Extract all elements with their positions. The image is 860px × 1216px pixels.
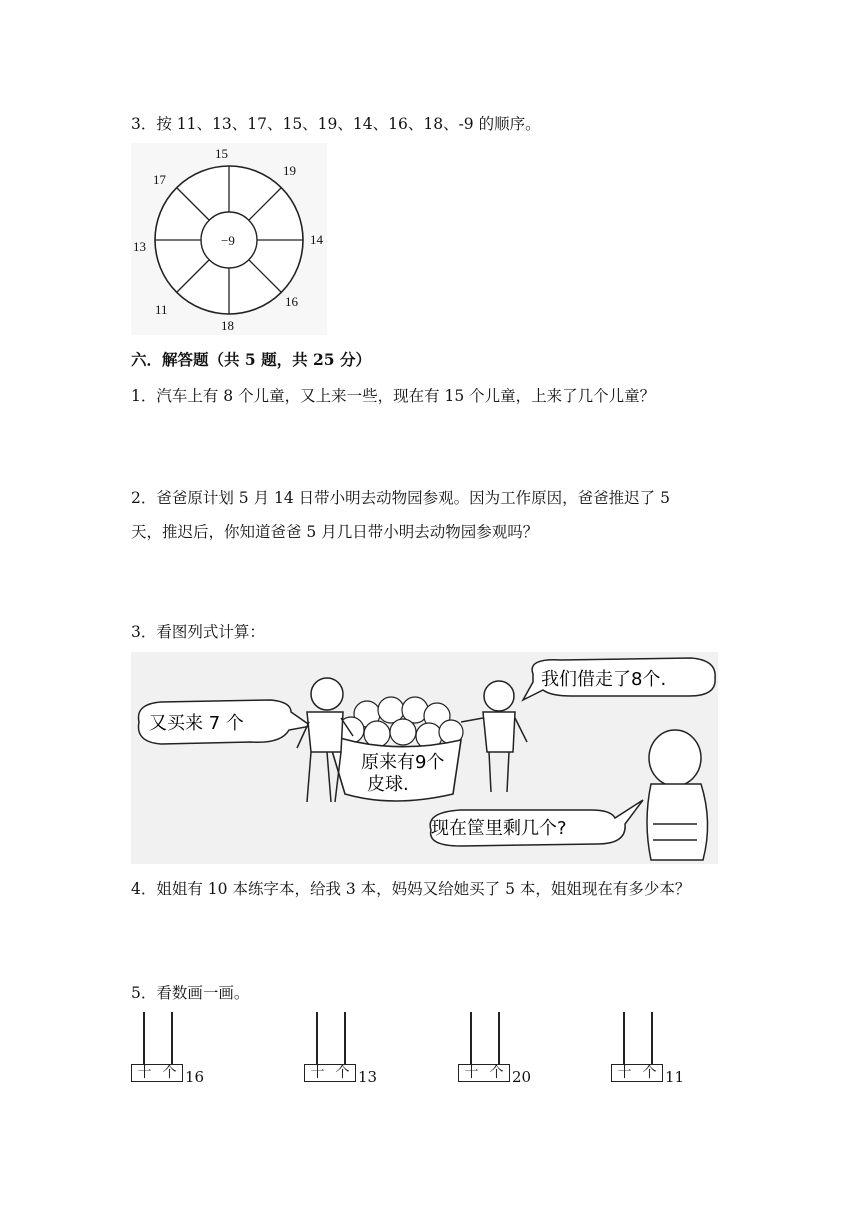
question-3-title: 3．按 11、13、17、15、19、14、16、18、-9 的顺序。 [131, 115, 541, 133]
wheel-label: 14 [310, 232, 323, 247]
wheel-label: 17 [153, 172, 166, 187]
abacus-number: 20 [512, 1068, 532, 1086]
section-6-title: 六．解答题（共 5 题，共 25 分） [131, 350, 371, 369]
wheel-label: 11 [155, 302, 168, 317]
abacus-base: 十 个 [611, 1064, 663, 1082]
abacus-base: 十 个 [458, 1064, 510, 1082]
bubble-bottom-text: 现在筐里剩几个? [431, 818, 567, 839]
wheel-label: 15 [215, 146, 228, 161]
problem-1: 1．汽车上有 8 个儿童，又上来一些，现在有 15 个儿童，上来了几个儿童？ [131, 387, 656, 405]
abacus-item [304, 1012, 394, 1092]
problem-2-line-2: 天，推迟后，你知道爸爸 5 月几日带小明去动物园参观吗？ [131, 523, 539, 541]
abacus-number: 13 [358, 1068, 378, 1086]
abacus-number: 11 [665, 1068, 685, 1086]
problem-5: 5．看数画一画。 [131, 984, 250, 1002]
abacus-item [131, 1012, 221, 1092]
bubble-left-text: 又买来 7 个 [149, 713, 244, 734]
abacus-item [611, 1012, 701, 1092]
abacus-number: 16 [185, 1068, 205, 1086]
problem-2-line-1: 2．爸爸原计划 5 月 14 日带小明去动物园参观。因为工作原因，爸爸推迟了 5 [131, 489, 670, 507]
wheel-center-label: −9 [221, 233, 235, 248]
problem-3: 3．看图列式计算： [131, 623, 265, 641]
bubble-right-text: 我们借走了8个. [541, 669, 667, 690]
basket-text: 原来有9个 [361, 752, 445, 773]
boy-right-figure [647, 730, 708, 860]
wheel-label: 16 [285, 294, 298, 309]
basket-text-2: 皮球. [367, 774, 409, 795]
number-wheel-diagram [131, 143, 327, 335]
abacus-base: 十 个 [304, 1064, 356, 1082]
abacus-base: 十 个 [131, 1064, 183, 1082]
wheel-label: 13 [133, 239, 146, 254]
abacus-item [458, 1012, 548, 1092]
cartoon-illustration [131, 652, 718, 864]
problem-4: 4．姐姐有 10 本练字本，给我 3 本，妈妈又给她买了 5 本，姐姐现在有多少本？ [131, 880, 691, 898]
wheel-label: 18 [221, 318, 234, 333]
wheel-label: 19 [283, 163, 296, 178]
